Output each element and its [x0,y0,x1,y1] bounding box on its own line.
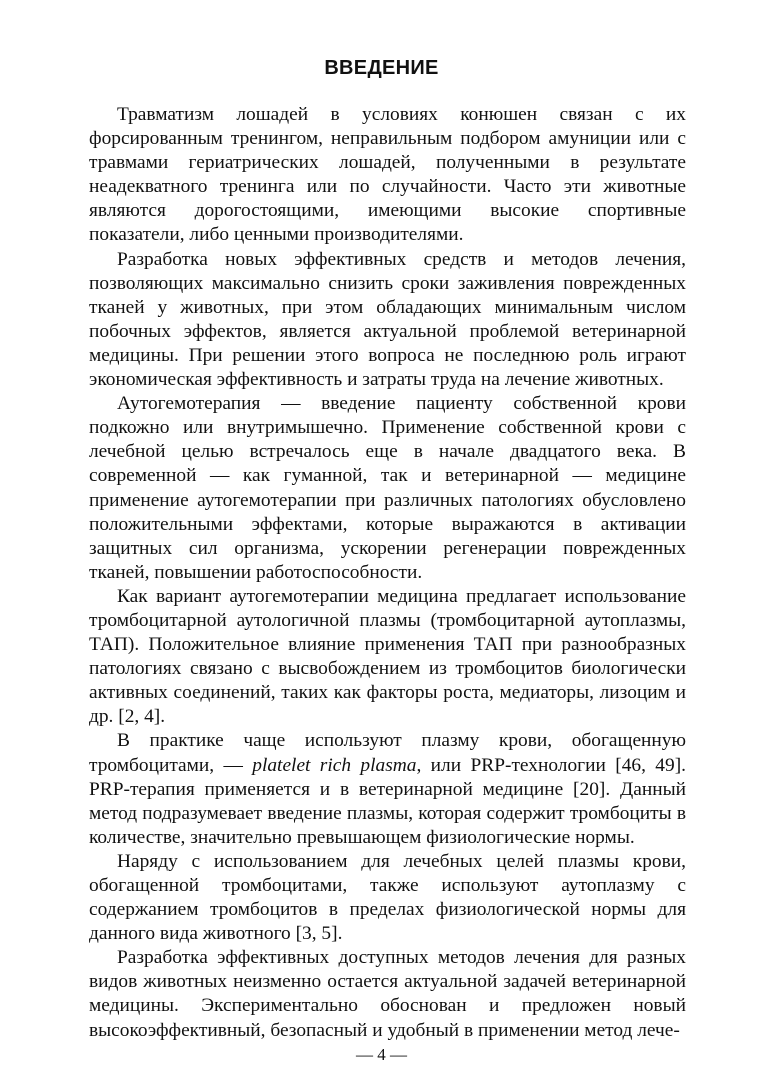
page-title: ВВЕДЕНИЕ [324,57,439,79]
paragraph-4: Как вариант аутогемотерапии медицина предлагает использование тромбоцитарной аутологичной плазмы (тромбоцитарной аутоплазмы, ТАП). Положительное влияние применения ТАП при разнообразных патологиях связано с высвобождением из тромбоцитов биологически активных соединений, таких как факторы роста, медиаторы, лизоцим и др. [2, 4]. [89,585,686,728]
paragraph-5-after: , или PRP-технологии [46, 49]. PRP-терапия применяется и в ветеринарной медицине [20]. Данный метод подразумевает введение плазмы, которая содержит тромбоциты в количестве, значительно превышающем физиологические нормы. [89,754,687,848]
page-number: — 4 — [356,1045,407,1064]
paragraph-3: Аутогемотерапия — введение пациенту собственной крови подкожно или внутримышечно. Применение собственной крови с лечебной целью встречалось еще в начале двадцатого века. В современной — как гуманной, так и ветеринарной — медицине применение аутогемотерапии при различных патологиях обусловлено положительными эффектами, которые выражаются в активации защитных сил организма, ускорении регенерации поврежденных тканей, повышении работоспособности. [89,393,686,583]
paragraph-5-italic-term: platelet rich plasma [252,754,417,776]
paragraph-6: Наряду с использованием для лечебных целей плазмы крови, обогащенной тромбоцитами, также используют аутоплазму с содержанием тромбоцитов в пределах физиологической нормы для данного вида животного [3, 5]. [89,850,686,945]
body-text [89,103,686,1043]
paragraph-5 [89,729,686,849]
paragraph-5-before: В практике чаще используют плазму крови, обогащенную тромбоцитами, — [89,730,686,776]
paragraph-7: Разработка эффективных доступных методов лечения для разных видов животных неизменно остается актуальной задачей ветеринарной медицины. Экспериментально обоснован и предложен новый высокоэффективный, безопасный и удобный в применении метод лече- [89,947,686,1041]
paragraph-2: Разработка новых эффективных средств и методов лечения, позволяющих максимально снизить сроки заживления поврежденных тканей у животных, при этом обладающих минимальным числом побочных эффектов, является актуальной проблемой ветеринарной медицины. При решении этого вопроса не последнюю роль играют экономическая эффективность и затраты труда на лечение животных. [89,248,686,391]
paragraph-1: Травматизм лошадей в условиях конюшен связан с их форсированным тренингом, неправильным подбором амуниции или с травмами гериатрических лошадей, полученными в результате неадекватного тренинга или по случайности. Часто эти животные являются дорогостоящими, имеющими высокие спортивные показатели, либо ценными производителями. [89,104,686,246]
